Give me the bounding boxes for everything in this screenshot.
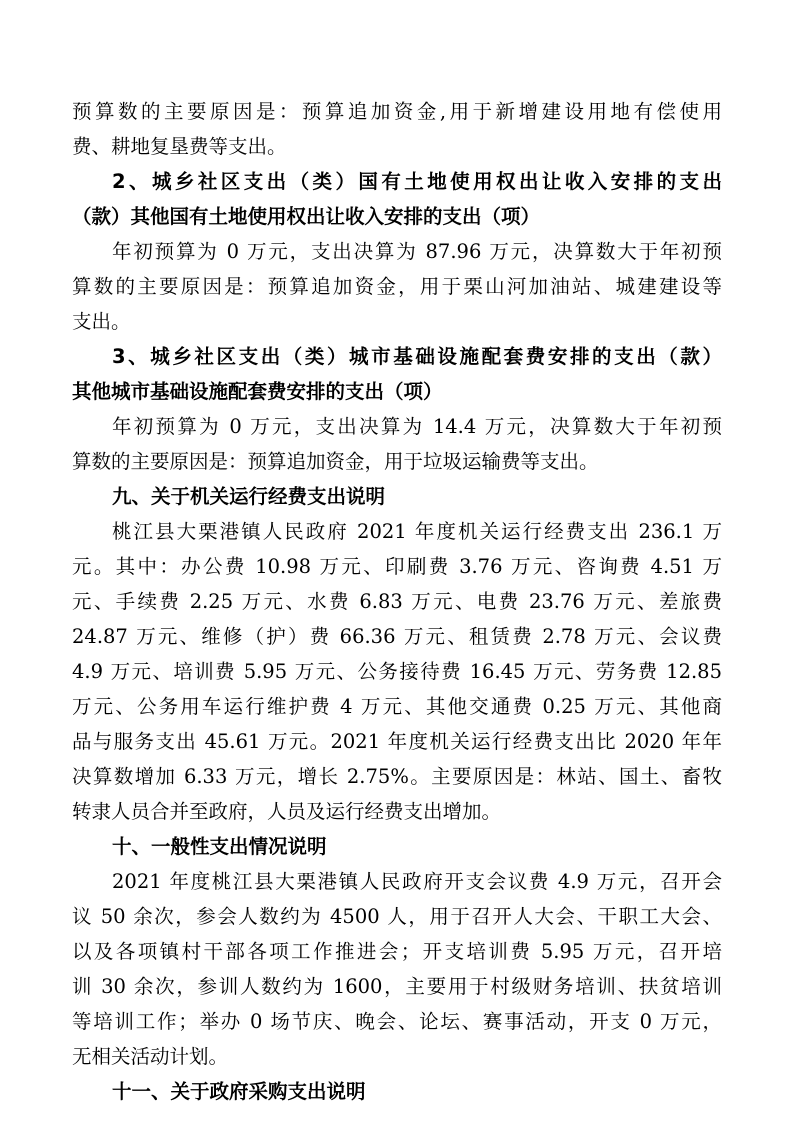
paragraph-line: 24.87 万元、维修（护）费 66.36 万元、租赁费 2.78 万元、会议费 [72, 625, 722, 648]
paragraph-line: 年初预算为 0 万元，支出决算为 14.4 万元，决算数大于年初预 [112, 415, 722, 438]
paragraph-line: 元。其中：办公费 10.98 万元、印刷费 3.76 万元、咨询费 4.51 万 [72, 555, 722, 578]
section-title-10: 十、一般性支出情况说明 [112, 835, 327, 858]
paragraph-line: 支出。 [72, 310, 131, 333]
section-heading-line: 2、城乡社区支出（类）国有土地使用权出让收入安排的支出 [112, 170, 722, 193]
paragraph-line: 年初预算为 0 万元，支出决算为 87.96 万元，决算数大于年初预 [112, 240, 722, 263]
section-heading-line: 3、城乡社区支出（类）城市基础设施配套费安排的支出（款） [112, 345, 722, 368]
paragraph-line: 4.9 万元、培训费 5.95 万元、公务接待费 16.45 万元、劳务费 12.85 [72, 660, 722, 683]
paragraph-line: 转隶人员合并至政府，人员及运行经费支出增加。 [72, 800, 502, 823]
paragraph-line: 算数的主要原因是：预算追加资金，用于栗山河加油站、城建建设等 [72, 275, 722, 298]
paragraph-line: 以及各项镇村干部各项工作推进会；开支培训费 5.95 万元，召开培 [72, 940, 722, 963]
paragraph-line: 费、耕地复垦费等支出。 [72, 135, 287, 158]
paragraph-line: 元、手续费 2.25 万元、水费 6.83 万元、电费 23.76 万元、差旅费 [72, 590, 722, 613]
paragraph-line: 桃江县大栗港镇人民政府 2021 年度机关运行经费支出 236.1 万 [112, 520, 722, 543]
paragraph-line: 万元、公务用车运行维护费 4 万元、其他交通费 0.25 万元、其他商 [72, 695, 722, 718]
section-title-9: 九、关于机关运行经费支出说明 [112, 485, 386, 508]
paragraph-line: 决算数增加 6.33 万元，增长 2.75%。主要原因是：林站、国土、畜牧 [72, 765, 722, 788]
section-title-11: 十一、关于政府采购支出说明 [112, 1080, 366, 1103]
paragraph-line: 等培训工作；举办 0 场节庆、晚会、论坛、赛事活动，开支 0 万元， [72, 1010, 722, 1033]
paragraph-line: 2021 年度桃江县大栗港镇人民政府开支会议费 4.9 万元，召开会 [112, 870, 722, 893]
paragraph-line: 品与服务支出 45.61 万元。2021 年度机关运行经费支出比 2020 年年 [72, 730, 722, 753]
paragraph-line: 预算数的主要原因是：预算追加资金,用于新增建设用地有偿使用 [72, 100, 722, 123]
section-heading-line: （款）其他国有土地使用权出让收入安排的支出（项） [72, 205, 541, 228]
paragraph-line: 无相关活动计划。 [72, 1045, 229, 1068]
paragraph-line: 算数的主要原因是：预算追加资金，用于垃圾运输费等支出。 [72, 450, 599, 473]
paragraph-line: 议 50 余次，参会人数约为 4500 人，用于召开人大会、干职工大会、 [72, 905, 722, 928]
section-heading-line: 其他城市基础设施配套费安排的支出（项） [72, 380, 443, 403]
paragraph-line: 训 30 余次，参训人数约为 1600，主要用于村级财务培训、扶贫培训 [72, 975, 722, 998]
